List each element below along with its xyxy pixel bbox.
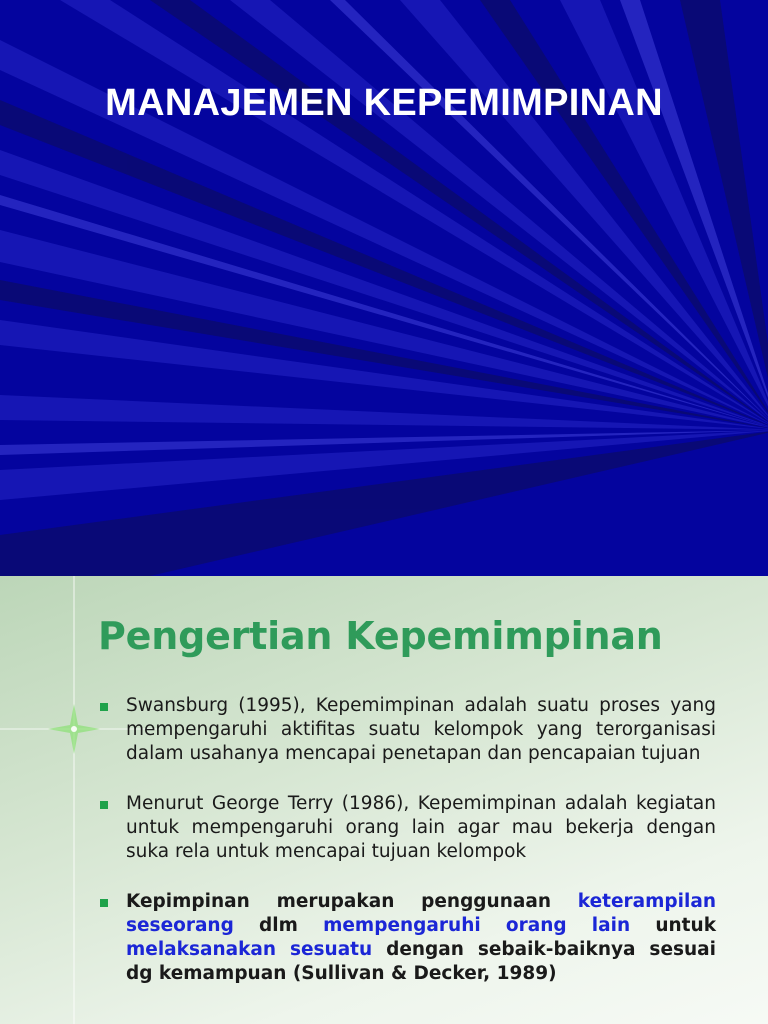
highlight-segment: melaksanakan sesuatu bbox=[126, 939, 373, 960]
bullet-text: Menurut George Terry (1986), Kepemimpinan adalah kegiatan untuk mempengaruhi orang lain agar mau bekerja dengan suka rela untuk mencapai tujuan kelompok bbox=[126, 793, 716, 862]
section-heading: Pengertian Kepemimpinan bbox=[98, 614, 663, 658]
bullet-text: Swansburg (1995), Kepemimpinan adalah suatu proses yang mempengaruhi aktifitas suatu kelompok yang terorganisasi dalam usahanya mencapai penetapan dan pencapaian tujuan bbox=[126, 695, 716, 764]
text-segment: Kepimpinan merupakan penggunaan bbox=[126, 891, 578, 912]
text-segment: untuk bbox=[630, 915, 717, 936]
text-segment: dengan sebaik-baiknya sesuai dg kemampuan (Sullivan & Decker, 1989) bbox=[126, 939, 716, 984]
highlight-segment: keterampilan seseorang bbox=[126, 891, 716, 936]
bullet-item bbox=[98, 890, 716, 986]
square-bullet-icon bbox=[100, 801, 108, 809]
slide-definition bbox=[0, 576, 768, 1024]
bullet-item bbox=[98, 694, 716, 766]
square-bullet-icon bbox=[100, 703, 108, 711]
bullet-item bbox=[98, 792, 716, 864]
text-segment: dlm bbox=[233, 915, 324, 936]
highlight-segment: mempengaruhi orang lain bbox=[323, 915, 631, 936]
slide-title-text: MANAJEMEN KEPEMIMPINAN bbox=[105, 82, 663, 124]
square-bullet-icon bbox=[100, 899, 108, 907]
bullet-list bbox=[98, 694, 716, 1012]
bullet-text bbox=[126, 890, 716, 986]
